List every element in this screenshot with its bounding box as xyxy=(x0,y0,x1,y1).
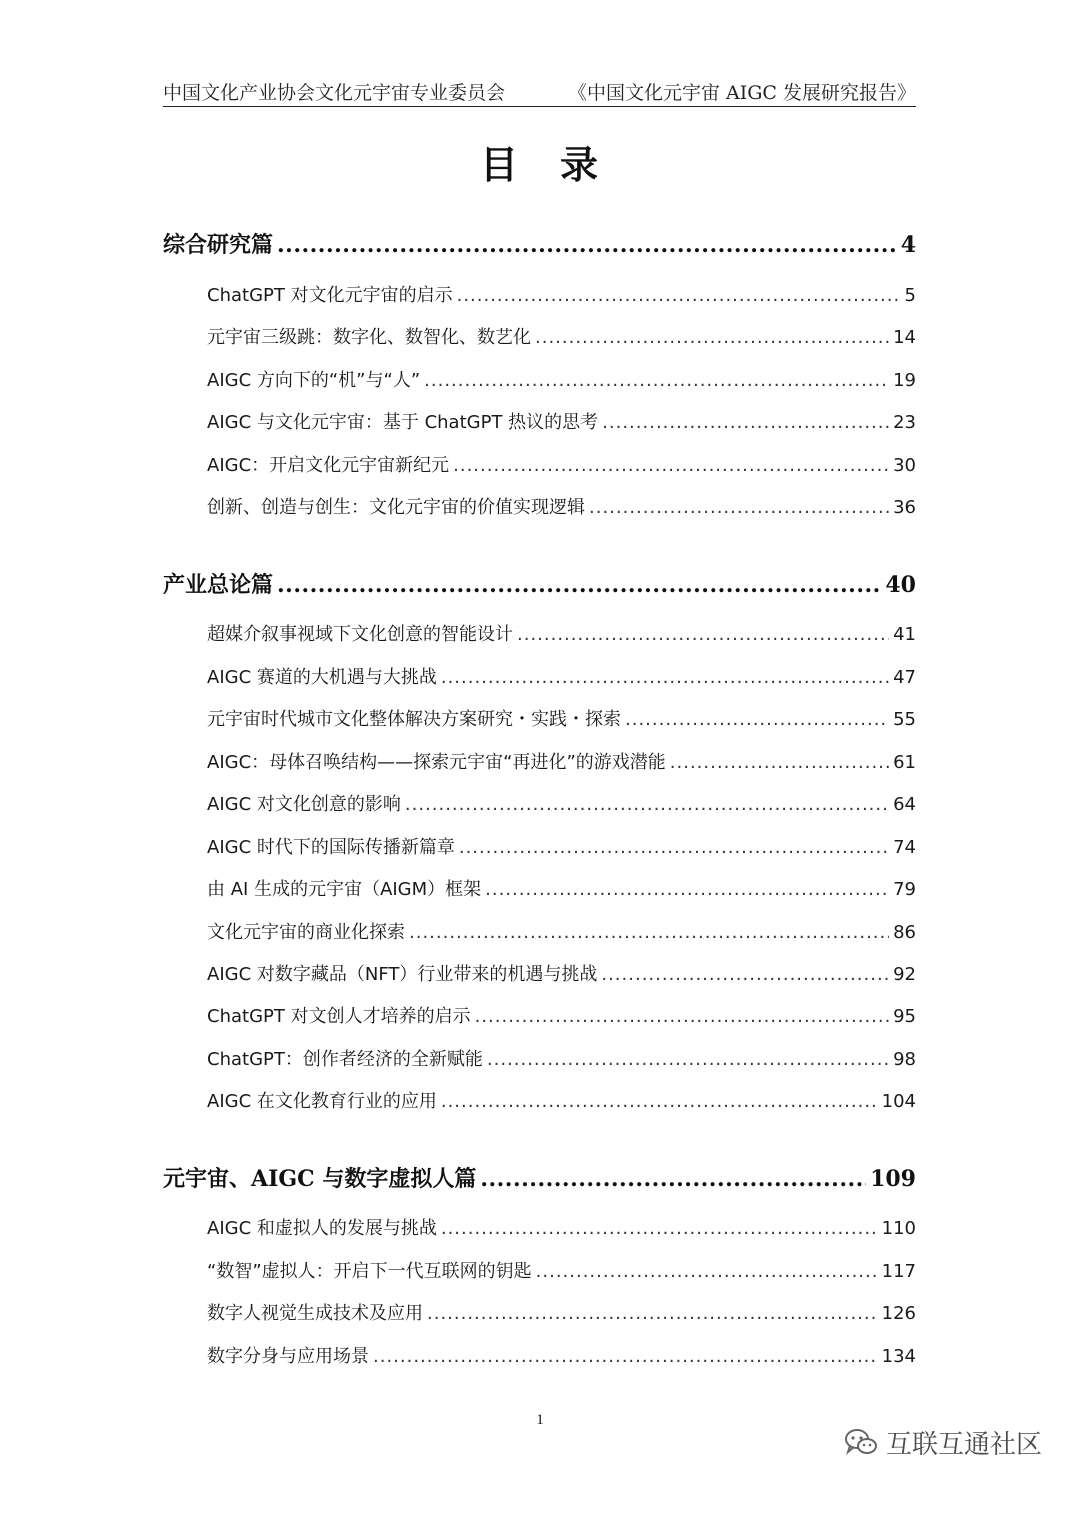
toc-entry[interactable] xyxy=(207,1299,916,1325)
entry-page: 79 xyxy=(893,879,916,900)
entry-title: 文化元宇宙的商业化探索 xyxy=(207,922,405,943)
entry-page: 92 xyxy=(893,964,916,985)
page-title: 目 录 xyxy=(479,142,600,187)
toc-entry[interactable] xyxy=(207,620,916,646)
entry-title: ChatGPT 对文创人才培养的启示 xyxy=(207,1006,471,1027)
entry-page: 86 xyxy=(893,922,916,943)
dot-leader xyxy=(485,879,889,900)
toc-entry[interactable] xyxy=(207,366,916,392)
entry-title: 创新、创造与创生：文化元宇宙的价值实现逻辑 xyxy=(207,497,585,518)
entry-title: 由 AI 生成的元宇宙（AIGM）框架 xyxy=(207,879,482,900)
section-title: 产业总论篇 xyxy=(163,572,274,598)
dot-leader xyxy=(373,1346,878,1367)
entry-title: AIGC 时代下的国际传播新篇章 xyxy=(207,837,455,858)
toc-entry[interactable] xyxy=(207,451,916,477)
dot-leader xyxy=(480,1166,866,1192)
toc-section-1[interactable] xyxy=(163,228,916,259)
page-number: 1 xyxy=(536,1412,544,1428)
dot-leader xyxy=(453,455,889,476)
entry-page: 117 xyxy=(881,1261,916,1282)
entry-title: AIGC 对数字藏品（NFT）行业带来的机遇与挑战 xyxy=(207,964,598,985)
dot-leader xyxy=(459,837,889,858)
dot-leader xyxy=(277,572,881,598)
section-page: 4 xyxy=(900,232,916,258)
entry-page: 98 xyxy=(893,1049,916,1070)
entry-title: 元宇宙时代城市文化整体解决方案研究・实践・探索 xyxy=(207,709,621,730)
dot-leader xyxy=(277,232,897,258)
entry-page: 14 xyxy=(893,327,916,348)
toc-entry[interactable] xyxy=(207,1045,916,1071)
entry-page: 47 xyxy=(893,667,916,688)
dot-leader xyxy=(602,412,889,433)
dot-leader xyxy=(589,497,889,518)
entry-title: 数字分身与应用场景 xyxy=(207,1346,369,1367)
dot-leader xyxy=(441,1218,878,1239)
entry-title: ChatGPT：创作者经济的全新赋能 xyxy=(207,1049,483,1070)
entry-page: 74 xyxy=(893,837,916,858)
dot-leader xyxy=(670,752,889,773)
dot-leader xyxy=(475,1006,890,1027)
toc-entry[interactable] xyxy=(207,663,916,689)
toc-entry[interactable] xyxy=(207,790,916,816)
toc-section-3[interactable] xyxy=(163,1162,916,1193)
entry-page: 55 xyxy=(893,709,916,730)
entry-title: AIGC 与文化元宇宙：基于 ChatGPT 热议的思考 xyxy=(207,412,599,433)
toc-entry[interactable] xyxy=(207,833,916,859)
entry-title: “数智”虚拟人：开启下一代互联网的钥匙 xyxy=(207,1261,532,1282)
header-organization: 中国文化产业协会文化元宇宙专业委员会 xyxy=(163,82,506,104)
dot-leader xyxy=(441,1091,878,1112)
dot-leader xyxy=(517,624,889,645)
entry-page: 126 xyxy=(881,1303,916,1324)
dot-leader xyxy=(487,1049,889,1070)
section-page: 40 xyxy=(885,572,916,598)
entry-title: 超媒介叙事视域下文化创意的智能设计 xyxy=(207,624,513,645)
dot-leader xyxy=(625,709,889,730)
toc-entry[interactable] xyxy=(207,1342,916,1368)
dot-leader xyxy=(424,370,889,391)
section-page: 109 xyxy=(870,1166,916,1192)
toc-entry[interactable] xyxy=(207,1257,916,1283)
toc-entry[interactable] xyxy=(207,875,916,901)
entry-title: AIGC 在文化教育行业的应用 xyxy=(207,1091,437,1112)
entry-title: AIGC 和虚拟人的发展与挑战 xyxy=(207,1218,437,1239)
entry-page: 41 xyxy=(893,624,916,645)
toc-entry[interactable] xyxy=(207,1087,916,1113)
toc-entry[interactable] xyxy=(207,493,916,519)
entry-title: AIGC：母体召唤结构——探索元宇宙“再进化”的游戏潜能 xyxy=(207,752,666,773)
wechat-icon xyxy=(844,1427,878,1457)
header-report-title: 《中国文化元宇宙 AIGC 发展研究报告》 xyxy=(567,82,916,104)
toc-entry[interactable] xyxy=(207,1002,916,1028)
dot-leader xyxy=(601,964,889,985)
toc-entry[interactable] xyxy=(207,323,916,349)
entry-title: 数字人视觉生成技术及应用 xyxy=(207,1303,423,1324)
watermark xyxy=(844,1422,1042,1462)
toc-entry[interactable] xyxy=(207,748,916,774)
entry-title: 元宇宙三级跳：数字化、数智化、数艺化 xyxy=(207,327,531,348)
dot-leader xyxy=(457,285,901,306)
entry-page: 95 xyxy=(893,1006,916,1027)
running-header xyxy=(163,76,916,107)
toc-entry[interactable] xyxy=(207,281,916,307)
toc-entry[interactable] xyxy=(207,408,916,434)
dot-leader xyxy=(427,1303,878,1324)
entry-title: AIGC 方向下的“机”与“人” xyxy=(207,370,421,391)
toc-entry[interactable] xyxy=(207,705,916,731)
watermark-text: 互联互通社区 xyxy=(886,1429,1043,1460)
entry-page: 110 xyxy=(881,1218,916,1239)
dot-leader xyxy=(409,922,889,943)
dot-leader xyxy=(535,327,889,348)
dot-leader xyxy=(536,1261,878,1282)
entry-page: 19 xyxy=(893,370,916,391)
dot-leader xyxy=(405,794,889,815)
dot-leader xyxy=(441,667,889,688)
entry-page: 134 xyxy=(881,1346,916,1367)
toc-entry[interactable] xyxy=(207,960,916,986)
entry-title: AIGC 赛道的大机遇与大挑战 xyxy=(207,667,437,688)
section-title: 元宇宙、AIGC 与数字虚拟人篇 xyxy=(163,1166,477,1192)
entry-page: 64 xyxy=(893,794,916,815)
entry-page: 36 xyxy=(893,497,916,518)
entry-page: 30 xyxy=(893,455,916,476)
toc-entry[interactable] xyxy=(207,1214,916,1240)
toc-section-2[interactable] xyxy=(163,568,916,599)
entry-page: 104 xyxy=(881,1091,916,1112)
entry-title: ChatGPT 对文化元宇宙的启示 xyxy=(207,285,453,306)
toc-entry[interactable] xyxy=(207,918,916,944)
entry-title: AIGC 对文化创意的影响 xyxy=(207,794,401,815)
entry-page: 23 xyxy=(893,412,916,433)
entry-title: AIGC：开启文化元宇宙新纪元 xyxy=(207,455,450,476)
entry-page: 61 xyxy=(893,752,916,773)
section-title: 综合研究篇 xyxy=(163,232,274,258)
entry-page: 5 xyxy=(904,285,916,306)
